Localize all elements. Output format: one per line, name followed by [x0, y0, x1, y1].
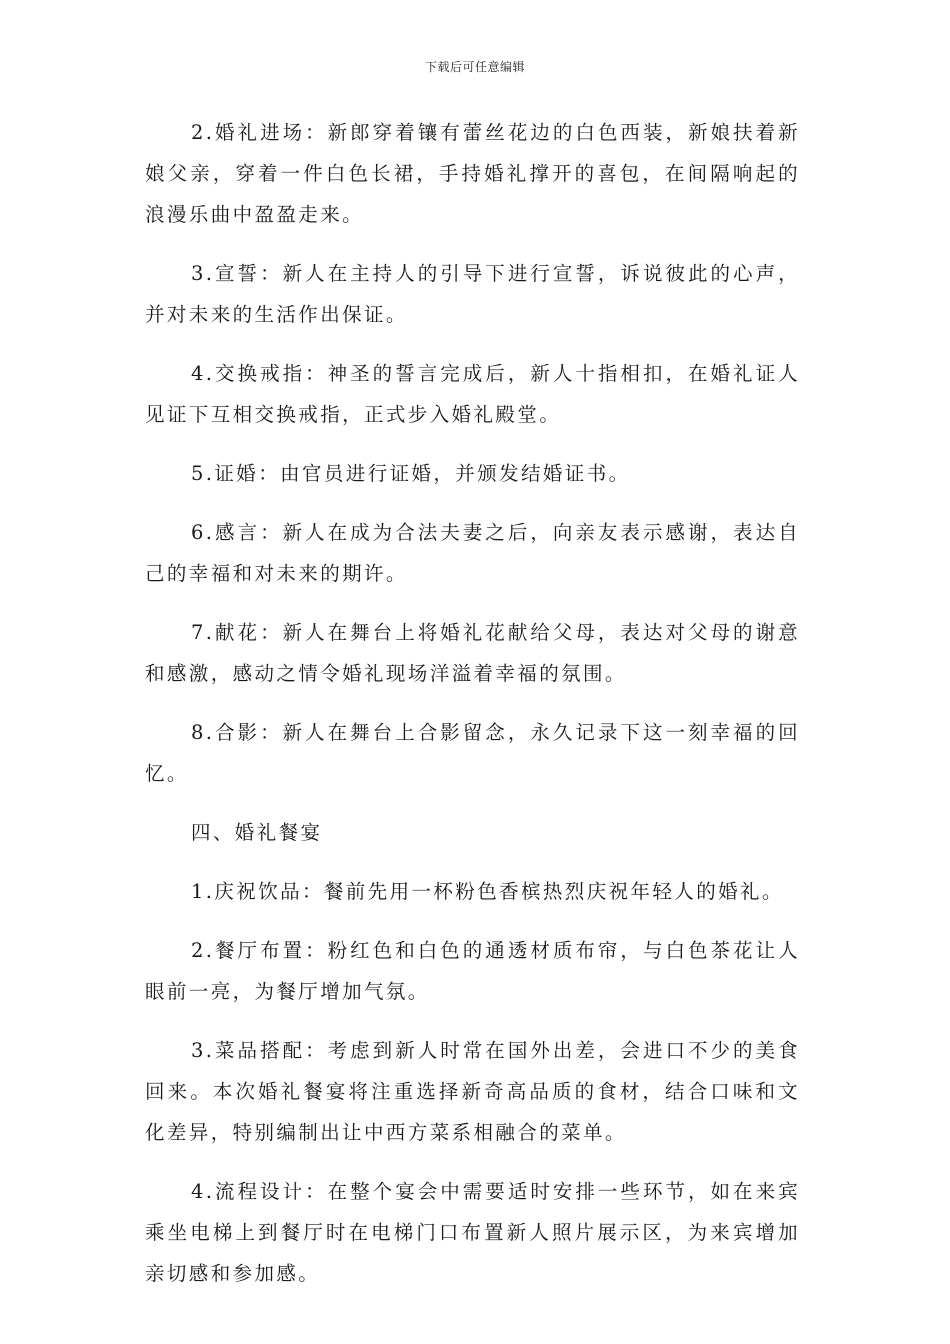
paragraph-drinks: 1.庆祝饮品：餐前先用一杯粉色香槟热烈庆祝年轻人的婚礼。: [191, 880, 784, 903]
paragraph-decoration: 2.餐厅布置：粉红色和白色的通透材质布帘，与白色茶花让人眼前一亮，为餐厅增加气氛。: [145, 939, 800, 1003]
paragraph-menu: 3.菜品搭配：考虑到新人时常在国外出差，会进口不少的美食回来。本次婚礼餐宴将注重选择新奇高品质的食材，结合口味和文化差异，特别编制出让中西方菜系相融合的菜单。: [145, 1039, 800, 1144]
paragraph-photo: 8.合影：新人在舞台上合影留念，永久记录下这一刻幸福的回忆。: [145, 721, 800, 785]
paragraph-flow-design: 4.流程设计：在整个宴会中需要适时安排一些环节，如在来宾乘坐电梯上到餐厅时在电梯门口布置新人照片展示区，为来宾增加亲切感和参加感。: [145, 1180, 800, 1285]
paragraph-officiation: 5.证婚：由官员进行证婚，并颁发结婚证书。: [191, 462, 631, 485]
paragraph-flowers: 7.献花：新人在舞台上将婚礼花献给父母，表达对父母的谢意和感激，感动之情令婚礼现场洋溢着幸福的氛围。: [145, 621, 800, 685]
page-header: 下载后可任意编辑: [424, 60, 525, 74]
paragraph-vows: 3.宣誓：新人在主持人的引导下进行宣誓，诉说彼此的心声，并对未来的生活作出保证。: [145, 262, 800, 326]
document-body: [145, 112, 800, 1312]
paragraph-ring-exchange: 4.交换戒指：神圣的誓言完成后，新人十指相扣，在婚礼证人见证下互相交换戒指，正式步入婚礼殿堂。: [145, 362, 800, 426]
paragraph-wedding-entrance: 2.婚礼进场：新郎穿着镶有蕾丝花边的白色西装，新娘扶着新娘父亲，穿着一件白色长裙，手持婚礼撑开的喜包，在间隔响起的浪漫乐曲中盈盈走来。: [145, 121, 800, 226]
paragraph-speech: 6.感言：新人在成为合法夫妻之后，向亲友表示感谢，表达自己的幸福和对未来的期许。: [145, 521, 800, 585]
section-heading-banquet: 四、婚礼餐宴: [191, 821, 323, 844]
